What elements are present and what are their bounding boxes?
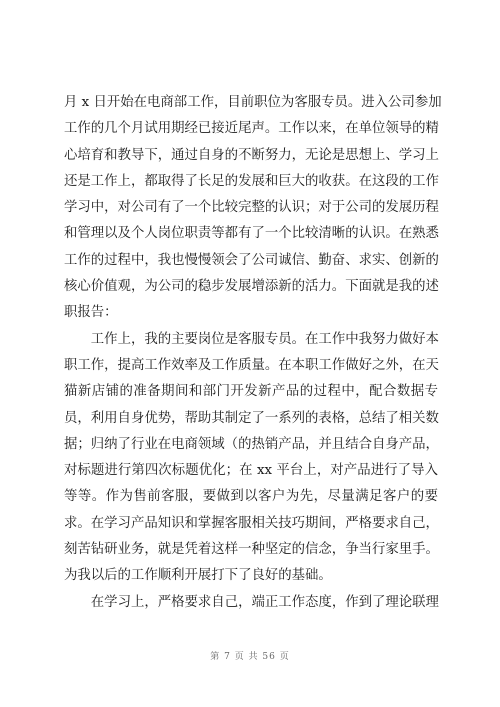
text-line: 求。在学习产品知识和掌握客服相关技巧期间，严格要求自己，: [64, 515, 439, 531]
text-line: 和管理以及个人岗位职责等都有了一个比较清晰的认识。在熟悉: [64, 226, 439, 242]
page-number: 第 7 页 共 56 页: [210, 652, 290, 662]
text-line: 等等。作为售前客服，要做到以客户为先，尽量满足客户的要: [64, 489, 438, 505]
text-line: 为我以后的工作顺利开展打下了良好的基础。: [64, 568, 332, 584]
text-line: 心培育和教导下，通过自身的不断努力，无论是思想上、学习上: [64, 147, 439, 163]
paragraph-2: [64, 327, 438, 590]
text-line: 工作的过程中，我也慢慢领会了公司诚信、勤奋、求实、创新的: [64, 252, 439, 268]
text-line: 月 x 日开始在电商部工作，目前职位为客服专员。进入公司参加: [64, 95, 442, 110]
text-line: 工作上，我的主要岗位是客服专员。在工作中我努力做好本: [90, 331, 439, 347]
text-line: 刻苦钻研业务，就是凭着这样一种坚定的信念，争当行家里手。: [64, 542, 439, 558]
text-line: 在学习上，严格要求自己，端正工作态度，作到了理论联理: [90, 594, 439, 610]
text-line: 职报告：: [64, 305, 118, 321]
text-line: 对标题进行第四次标题优化；在 xx 平台上，对产品进行了导入: [64, 463, 438, 479]
text-line: 还是工作上，都取得了长足的发展和巨大的收获。在这段的工作: [64, 173, 439, 189]
text-line: 工作的几个月试用期经已接近尾声。工作以来，在单位领导的精: [64, 121, 439, 137]
document-body: [64, 90, 442, 616]
text-line: 职工作，提高工作效率及工作质量。在本职工作做好之外，在天: [64, 357, 439, 373]
paragraph-3: [64, 590, 438, 616]
text-line: 核心价值观，为公司的稳步发展增添新的活力。下面就是我的述: [64, 279, 439, 295]
text-line: 学习中，对公司有了一个比较完整的认识；对于公司的发展历程: [64, 200, 439, 216]
text-line: 员，利用自身优势，帮助其制定了一系列的表格，总结了相关数: [64, 410, 439, 426]
paragraph-1: [64, 90, 442, 327]
text-line: 据；归纳了行业在电商领域（的热销产品，并且结合自身产品，: [64, 436, 439, 452]
text-line: 猫新店铺的准备期间和部门开发新产品的过程中，配合数据专: [64, 384, 438, 400]
